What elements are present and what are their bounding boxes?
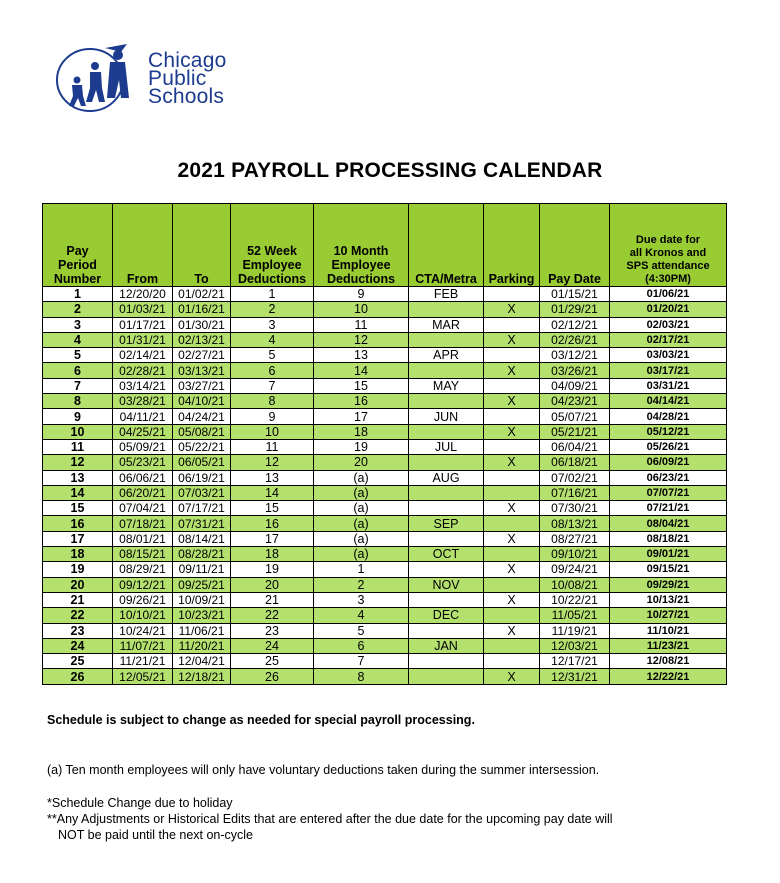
due-date-cell: 04/28/21 (610, 409, 727, 424)
parking-cell (484, 439, 540, 454)
from-cell: 08/01/21 (113, 531, 173, 546)
cta-metra-cell (409, 562, 484, 577)
month10-cell: 7 (314, 654, 409, 669)
due-date-cell: 01/20/21 (610, 302, 727, 317)
pay-date-cell: 09/24/21 (540, 562, 610, 577)
pay-period-cell: 3 (43, 317, 113, 332)
pay-period-cell: 21 (43, 592, 113, 607)
cps-logo-wordmark (148, 49, 227, 108)
logo-line-3: Schools (148, 85, 225, 108)
from-cell: 12/05/21 (113, 669, 173, 684)
week52-cell: 19 (231, 562, 314, 577)
pay-period-cell: 7 (43, 378, 113, 393)
due-date-cell: 03/03/21 (610, 348, 727, 363)
week52-cell: 4 (231, 332, 314, 347)
from-cell: 11/21/21 (113, 654, 173, 669)
parking-cell: X (484, 332, 540, 347)
parking-cell (484, 317, 540, 332)
week52-cell: 5 (231, 348, 314, 363)
month10-cell: 14 (314, 363, 409, 378)
parking-cell (484, 608, 540, 623)
due-date-cell: 12/22/21 (610, 669, 727, 684)
table-row (43, 608, 727, 623)
from-cell: 02/28/21 (113, 363, 173, 378)
cta-metra-cell (409, 332, 484, 347)
pay-date-cell: 10/22/21 (540, 592, 610, 607)
parking-cell: X (484, 455, 540, 470)
week52-cell: 12 (231, 455, 314, 470)
adjustments-note-line-2: NOT be paid until the next on-cycle (58, 828, 254, 842)
pay-period-cell: 1 (43, 287, 113, 302)
due-date-cell: 10/27/21 (610, 608, 727, 623)
month10-cell: 13 (314, 348, 409, 363)
week52-cell: 15 (231, 501, 314, 516)
parking-cell: X (484, 394, 540, 409)
table-row (43, 638, 727, 653)
cta-metra-cell (409, 424, 484, 439)
to-cell: 05/22/21 (173, 439, 231, 454)
month10-cell: 1 (314, 562, 409, 577)
parking-cell (484, 577, 540, 592)
pay-date-cell: 10/08/21 (540, 577, 610, 592)
table-row (43, 623, 727, 638)
pay-date-cell: 03/26/21 (540, 363, 610, 378)
month10-cell: 12 (314, 332, 409, 347)
schedule-note: Schedule is subject to change as needed for special payroll processing. (47, 713, 475, 727)
pay-date-cell: 04/23/21 (540, 394, 610, 409)
to-cell: 10/23/21 (173, 608, 231, 623)
pay-date-cell: 07/02/21 (540, 470, 610, 485)
parking-cell: X (484, 623, 540, 638)
due-date-cell: 02/03/21 (610, 317, 727, 332)
due-date-cell: 04/14/21 (610, 394, 727, 409)
cps-logo (55, 40, 275, 116)
header-cta-metra: CTA/Metra (409, 204, 484, 287)
due-date-cell: 08/18/21 (610, 531, 727, 546)
pay-date-cell: 12/31/21 (540, 669, 610, 684)
parking-cell: X (484, 592, 540, 607)
month10-cell: 9 (314, 287, 409, 302)
parking-cell (484, 287, 540, 302)
cta-metra-cell (409, 455, 484, 470)
from-cell: 05/09/21 (113, 439, 173, 454)
parking-cell: X (484, 424, 540, 439)
cta-metra-cell: MAY (409, 378, 484, 393)
logo-line-1: Chicago (148, 49, 227, 72)
from-cell: 02/14/21 (113, 348, 173, 363)
pay-period-cell: 23 (43, 623, 113, 638)
cta-metra-cell: AUG (409, 470, 484, 485)
to-cell: 12/18/21 (173, 669, 231, 684)
payroll-calendar-table (42, 203, 727, 685)
week52-cell: 17 (231, 531, 314, 546)
pay-period-cell: 25 (43, 654, 113, 669)
pay-date-cell: 11/05/21 (540, 608, 610, 623)
parking-cell (484, 654, 540, 669)
pay-period-cell: 11 (43, 439, 113, 454)
pay-date-cell: 08/13/21 (540, 516, 610, 531)
month10-cell: (a) (314, 485, 409, 500)
from-cell: 05/23/21 (113, 455, 173, 470)
from-cell: 08/15/21 (113, 547, 173, 562)
week52-cell: 14 (231, 485, 314, 500)
to-cell: 01/02/21 (173, 287, 231, 302)
to-cell: 06/05/21 (173, 455, 231, 470)
cta-metra-cell (409, 302, 484, 317)
from-cell: 01/03/21 (113, 302, 173, 317)
pay-period-cell: 26 (43, 669, 113, 684)
due-date-cell: 05/26/21 (610, 439, 727, 454)
week52-cell: 6 (231, 363, 314, 378)
due-date-cell: 02/17/21 (610, 332, 727, 347)
to-cell: 10/09/21 (173, 592, 231, 607)
pay-period-cell: 8 (43, 394, 113, 409)
month10-cell: 17 (314, 409, 409, 424)
week52-cell: 20 (231, 577, 314, 592)
due-date-cell: 09/01/21 (610, 547, 727, 562)
parking-cell (484, 485, 540, 500)
due-date-cell: 12/08/21 (610, 654, 727, 669)
parking-cell (484, 348, 540, 363)
pay-period-cell: 24 (43, 638, 113, 653)
logo-line-2: Public (148, 67, 207, 90)
cta-metra-cell (409, 623, 484, 638)
table-row (43, 654, 727, 669)
pay-period-cell: 14 (43, 485, 113, 500)
week52-cell: 13 (231, 470, 314, 485)
cta-metra-cell: NOV (409, 577, 484, 592)
to-cell: 06/19/21 (173, 470, 231, 485)
parking-cell: X (484, 531, 540, 546)
parking-cell (484, 638, 540, 653)
table-row (43, 485, 727, 500)
table-row (43, 501, 727, 516)
to-cell: 03/13/21 (173, 363, 231, 378)
table-row (43, 394, 727, 409)
to-cell: 08/14/21 (173, 531, 231, 546)
month10-cell: (a) (314, 501, 409, 516)
pay-period-cell: 16 (43, 516, 113, 531)
pay-date-cell: 08/27/21 (540, 531, 610, 546)
from-cell: 10/24/21 (113, 623, 173, 638)
to-cell: 02/27/21 (173, 348, 231, 363)
week52-cell: 22 (231, 608, 314, 623)
to-cell: 07/03/21 (173, 485, 231, 500)
cta-metra-cell (409, 669, 484, 684)
from-cell: 09/26/21 (113, 592, 173, 607)
month10-cell: (a) (314, 516, 409, 531)
pay-date-cell: 06/04/21 (540, 439, 610, 454)
cta-metra-cell: FEB (409, 287, 484, 302)
from-cell: 06/20/21 (113, 485, 173, 500)
header-52-week: 52 Week Employee Deductions (231, 204, 314, 287)
week52-cell: 11 (231, 439, 314, 454)
from-cell: 08/29/21 (113, 562, 173, 577)
adjustments-note-line-1: **Any Adjustments or Historical Edits that are entered after the due date for the upcoming pay date will (47, 812, 613, 826)
week52-cell: 7 (231, 378, 314, 393)
table-row (43, 287, 727, 302)
to-cell: 11/06/21 (173, 623, 231, 638)
week52-cell: 2 (231, 302, 314, 317)
due-date-cell: 07/07/21 (610, 485, 727, 500)
pay-period-cell: 19 (43, 562, 113, 577)
cta-metra-cell (409, 363, 484, 378)
table-row (43, 424, 727, 439)
table-row (43, 470, 727, 485)
parking-cell (484, 470, 540, 485)
from-cell: 07/18/21 (113, 516, 173, 531)
table-row (43, 669, 727, 684)
month10-cell: 2 (314, 577, 409, 592)
to-cell: 01/16/21 (173, 302, 231, 317)
table-row (43, 516, 727, 531)
to-cell: 04/10/21 (173, 394, 231, 409)
header-from: From (113, 204, 173, 287)
pay-date-cell: 02/12/21 (540, 317, 610, 332)
to-cell: 05/08/21 (173, 424, 231, 439)
parking-cell: X (484, 363, 540, 378)
from-cell: 01/31/21 (113, 332, 173, 347)
week52-cell: 1 (231, 287, 314, 302)
pay-date-cell: 06/18/21 (540, 455, 610, 470)
pay-period-cell: 18 (43, 547, 113, 562)
page-title: 2021 PAYROLL PROCESSING CALENDAR (177, 159, 603, 182)
pay-period-cell: 13 (43, 470, 113, 485)
month10-cell: 19 (314, 439, 409, 454)
pay-period-cell: 20 (43, 577, 113, 592)
from-cell: 04/11/21 (113, 409, 173, 424)
pay-date-cell: 03/12/21 (540, 348, 610, 363)
parking-cell: X (484, 669, 540, 684)
pay-date-cell: 04/09/21 (540, 378, 610, 393)
parking-cell (484, 409, 540, 424)
header-10-month: 10 Month Employee Deductions (314, 204, 409, 287)
parking-cell (484, 516, 540, 531)
cta-metra-cell (409, 592, 484, 607)
table-row (43, 592, 727, 607)
cta-metra-cell (409, 501, 484, 516)
table-row (43, 562, 727, 577)
parking-cell (484, 547, 540, 562)
cta-metra-cell: JUL (409, 439, 484, 454)
from-cell: 10/10/21 (113, 608, 173, 623)
pay-date-cell: 07/30/21 (540, 501, 610, 516)
due-date-cell: 09/15/21 (610, 562, 727, 577)
week52-cell: 25 (231, 654, 314, 669)
pay-period-cell: 6 (43, 363, 113, 378)
cta-metra-cell: JAN (409, 638, 484, 653)
table-row (43, 577, 727, 592)
month10-cell: (a) (314, 531, 409, 546)
table-row (43, 348, 727, 363)
table-row (43, 531, 727, 546)
cta-metra-cell (409, 485, 484, 500)
due-date-cell: 11/23/21 (610, 638, 727, 653)
cta-metra-cell (409, 394, 484, 409)
pay-date-cell: 05/21/21 (540, 424, 610, 439)
header-due-date: Due date for all Kronos and SPS attendance (4:30PM) (610, 204, 727, 287)
week52-cell: 9 (231, 409, 314, 424)
pay-period-cell: 10 (43, 424, 113, 439)
cta-metra-cell: SEP (409, 516, 484, 531)
parking-cell: X (484, 302, 540, 317)
pay-period-cell: 22 (43, 608, 113, 623)
pay-period-cell: 9 (43, 409, 113, 424)
to-cell: 07/31/21 (173, 516, 231, 531)
from-cell: 06/06/21 (113, 470, 173, 485)
pay-period-cell: 15 (43, 501, 113, 516)
table-header-row (43, 204, 727, 287)
from-cell: 07/04/21 (113, 501, 173, 516)
table-row (43, 332, 727, 347)
pay-date-cell: 01/15/21 (540, 287, 610, 302)
parking-cell: X (484, 562, 540, 577)
month10-cell: 5 (314, 623, 409, 638)
parking-cell (484, 378, 540, 393)
cta-metra-cell: OCT (409, 547, 484, 562)
to-cell: 08/28/21 (173, 547, 231, 562)
due-date-cell: 01/06/21 (610, 287, 727, 302)
pay-date-cell: 11/19/21 (540, 623, 610, 638)
from-cell: 03/14/21 (113, 378, 173, 393)
pay-period-cell: 12 (43, 455, 113, 470)
table-row (43, 439, 727, 454)
holiday-note: *Schedule Change due to holiday (47, 796, 233, 810)
month10-cell: 8 (314, 669, 409, 684)
parking-cell: X (484, 501, 540, 516)
table-row (43, 363, 727, 378)
cta-metra-cell: DEC (409, 608, 484, 623)
table-row (43, 455, 727, 470)
table-row (43, 547, 727, 562)
table-row (43, 409, 727, 424)
pay-date-cell: 01/29/21 (540, 302, 610, 317)
pay-date-cell: 12/03/21 (540, 638, 610, 653)
to-cell: 04/24/21 (173, 409, 231, 424)
pay-period-cell: 2 (43, 302, 113, 317)
to-cell: 07/17/21 (173, 501, 231, 516)
pay-date-cell: 07/16/21 (540, 485, 610, 500)
pay-period-cell: 4 (43, 332, 113, 347)
pay-period-cell: 17 (43, 531, 113, 546)
table-row (43, 378, 727, 393)
month10-cell: 6 (314, 638, 409, 653)
header-to: To (173, 204, 231, 287)
due-date-cell: 08/04/21 (610, 516, 727, 531)
table-body (43, 287, 727, 685)
due-date-cell: 11/10/21 (610, 623, 727, 638)
due-date-cell: 05/12/21 (610, 424, 727, 439)
month10-cell: 4 (314, 608, 409, 623)
week52-cell: 3 (231, 317, 314, 332)
from-cell: 03/28/21 (113, 394, 173, 409)
to-cell: 09/25/21 (173, 577, 231, 592)
from-cell: 12/20/20 (113, 287, 173, 302)
cta-metra-cell: MAR (409, 317, 484, 332)
month10-cell: 10 (314, 302, 409, 317)
due-date-cell: 06/23/21 (610, 470, 727, 485)
pay-date-cell: 09/10/21 (540, 547, 610, 562)
week52-cell: 18 (231, 547, 314, 562)
to-cell: 11/20/21 (173, 638, 231, 653)
cps-logo-emblem-icon (55, 40, 150, 116)
pay-date-cell: 02/26/21 (540, 332, 610, 347)
cta-metra-cell (409, 531, 484, 546)
month10-cell: 3 (314, 592, 409, 607)
month10-cell: 20 (314, 455, 409, 470)
to-cell: 09/11/21 (173, 562, 231, 577)
to-cell: 01/30/21 (173, 317, 231, 332)
to-cell: 03/27/21 (173, 378, 231, 393)
to-cell: 12/04/21 (173, 654, 231, 669)
week52-cell: 10 (231, 424, 314, 439)
ten-month-note: (a) Ten month employees will only have voluntary deductions taken during the summer intersession. (47, 763, 600, 777)
week52-cell: 8 (231, 394, 314, 409)
from-cell: 04/25/21 (113, 424, 173, 439)
to-cell: 02/13/21 (173, 332, 231, 347)
week52-cell: 23 (231, 623, 314, 638)
due-date-cell: 03/31/21 (610, 378, 727, 393)
from-cell: 01/17/21 (113, 317, 173, 332)
week52-cell: 24 (231, 638, 314, 653)
due-date-cell: 09/29/21 (610, 577, 727, 592)
month10-cell: (a) (314, 547, 409, 562)
cta-metra-cell: JUN (409, 409, 484, 424)
month10-cell: 15 (314, 378, 409, 393)
week52-cell: 16 (231, 516, 314, 531)
due-date-cell: 06/09/21 (610, 455, 727, 470)
from-cell: 09/12/21 (113, 577, 173, 592)
month10-cell: 11 (314, 317, 409, 332)
due-date-cell: 03/17/21 (610, 363, 727, 378)
pay-period-cell: 5 (43, 348, 113, 363)
week52-cell: 21 (231, 592, 314, 607)
due-date-cell: 07/21/21 (610, 501, 727, 516)
pay-date-cell: 12/17/21 (540, 654, 610, 669)
header-pay-period: Pay Period Number (43, 204, 113, 287)
month10-cell: (a) (314, 470, 409, 485)
pay-date-cell: 05/07/21 (540, 409, 610, 424)
month10-cell: 16 (314, 394, 409, 409)
header-parking: Parking (484, 204, 540, 287)
cta-metra-cell: APR (409, 348, 484, 363)
table-row (43, 302, 727, 317)
month10-cell: 18 (314, 424, 409, 439)
table-row (43, 317, 727, 332)
cta-metra-cell (409, 654, 484, 669)
from-cell: 11/07/21 (113, 638, 173, 653)
due-date-cell: 10/13/21 (610, 592, 727, 607)
week52-cell: 26 (231, 669, 314, 684)
header-pay-date: Pay Date (540, 204, 610, 287)
